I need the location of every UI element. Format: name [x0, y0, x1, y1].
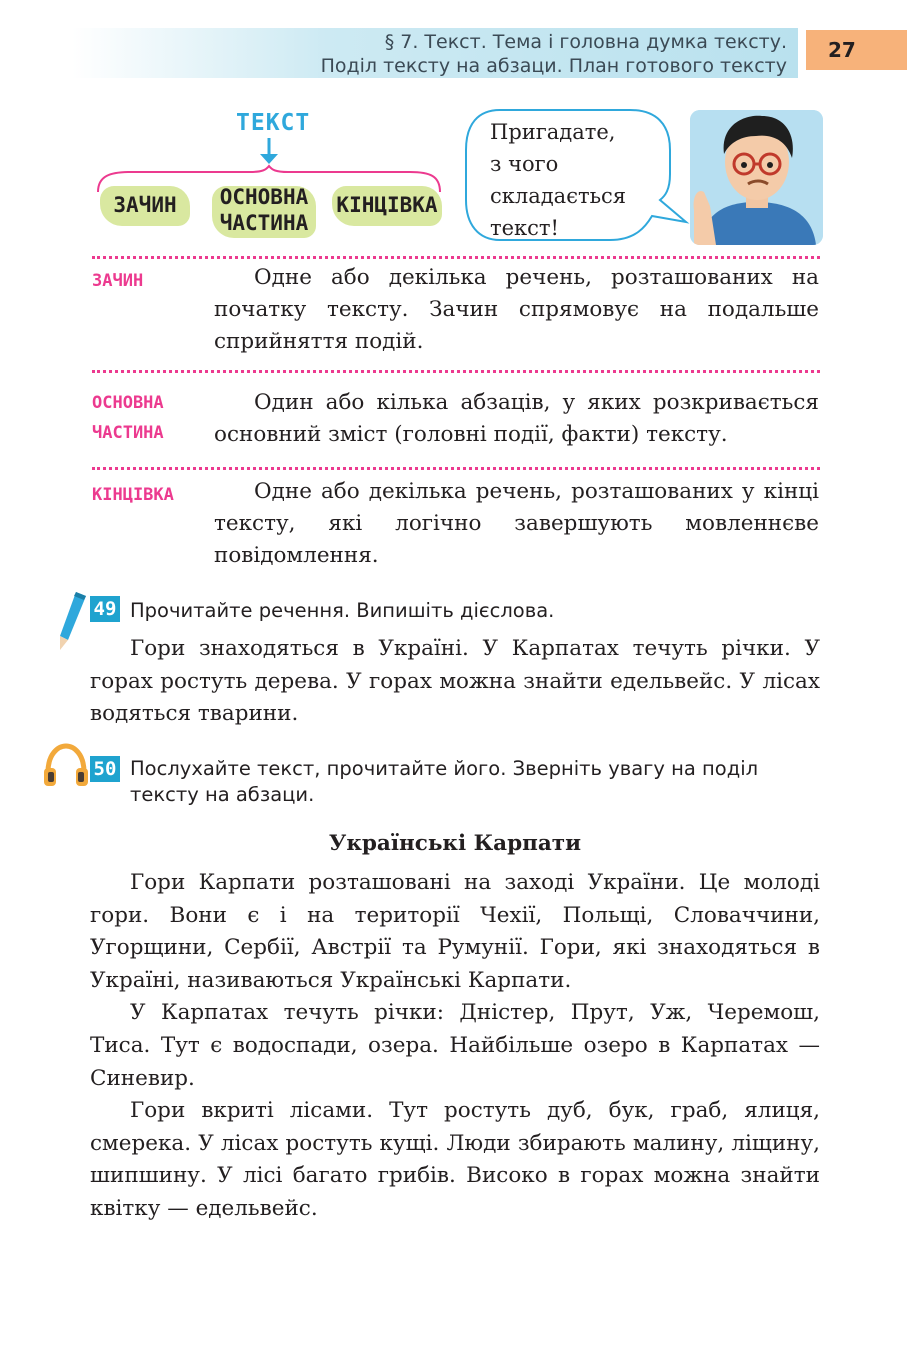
page-number: 27: [806, 30, 907, 70]
scheme-title: ТЕКСТ: [236, 110, 311, 136]
speech-bubble-text: [490, 116, 660, 244]
section-header-line2: Поділ тексту на абзаци. План готового тексту: [320, 55, 787, 77]
scheme-part-main: [212, 184, 316, 236]
pencil-icon: [56, 590, 88, 652]
headphones-icon: [42, 742, 90, 788]
scheme-part-ending: КІНЦІВКА: [336, 193, 438, 217]
bubble-line4: текст!: [490, 216, 559, 240]
scheme-part-main-line2: ЧАСТИНА: [219, 211, 309, 235]
story-paragraph-3: Гори вкриті лісами. Тут ростуть дуб, бук, граб, ялиця, смерека. У лісах ростуть кущі. Люди збирають малину, ліщину, шипшину. У лісі багато грибів. Високо в горах можна знайти квітку — едельвейс.: [90, 1098, 820, 1221]
def-term-beginning: ЗАЧИН: [92, 271, 144, 291]
story-title: Українські Карпати: [328, 831, 582, 856]
scheme-part-beginning: ЗАЧИН: [113, 193, 177, 217]
exercise-49-task: Прочитайте речення. Випишіть дієслова.: [130, 599, 555, 622]
bubble-line1: Пригадате,: [490, 120, 616, 144]
def-text-beginning: Одне або декілька речень, розташованих на початку тексту. Зачин спрямовує на подальше сприйняття подій.: [214, 265, 819, 354]
divider-dots-2: [92, 370, 820, 373]
exercise-49-number: 49: [90, 596, 120, 622]
story-paragraph-1: Гори Карпати розташовані на заході України. Це молоді гори. Вони є і на території Чехії, Польщі, Словаччини, Угорщини, Сербії, Австрії та Румунії. Гори, які знаходяться в Україні, називаються Українські Карпати.: [90, 870, 820, 993]
section-header-line1: § 7. Текст. Тема і головна думка тексту.: [384, 31, 787, 53]
section-header: [321, 30, 787, 78]
exercise-49-sentences: Гори знаходяться в Україні. У Карпатах течуть річки. У горах ростуть дерева. У горах можна знайти едельвейс. У лісах водяться тварини.: [90, 636, 820, 727]
def-term-main-line1: ОСНОВНА: [92, 393, 164, 413]
exercise-50-number: 50: [90, 756, 120, 782]
bubble-line2: з чого: [490, 152, 559, 176]
story-paragraph-2: У Карпатах течуть річки: Дністер, Прут, Уж, Черемош, Тиса. Тут є водоспади, озера. Найбільше озеро в Карпатах — Синевир.: [90, 1000, 820, 1091]
def-term-main-line2: ЧАСТИНА: [92, 423, 164, 443]
scheme-part-main-line1: ОСНОВНА: [219, 185, 309, 209]
def-text-ending: Одне або декілька речень, розташованих у кінці тексту, які логічно завершують мовленнєве повідомлення.: [214, 479, 819, 568]
exercise-50-task: Послухайте текст, прочитайте його. Зверніть увагу на поділ тексту на абзаци.: [130, 757, 759, 806]
divider-dots-3: [92, 467, 820, 470]
story-text: [90, 867, 820, 1226]
boy-illustration: [690, 110, 823, 245]
def-term-ending: КІНЦІВКА: [92, 485, 174, 505]
divider-dots-1: [92, 256, 820, 259]
def-text-main: Один або кілька абзаців, у яких розкривається основний зміст (головні події, факти) тексту.: [214, 390, 819, 447]
boy-avatar: [690, 110, 823, 245]
exercise-49-text: [90, 633, 820, 731]
def-term-main: [92, 388, 164, 448]
bubble-line3: складається: [490, 184, 627, 208]
